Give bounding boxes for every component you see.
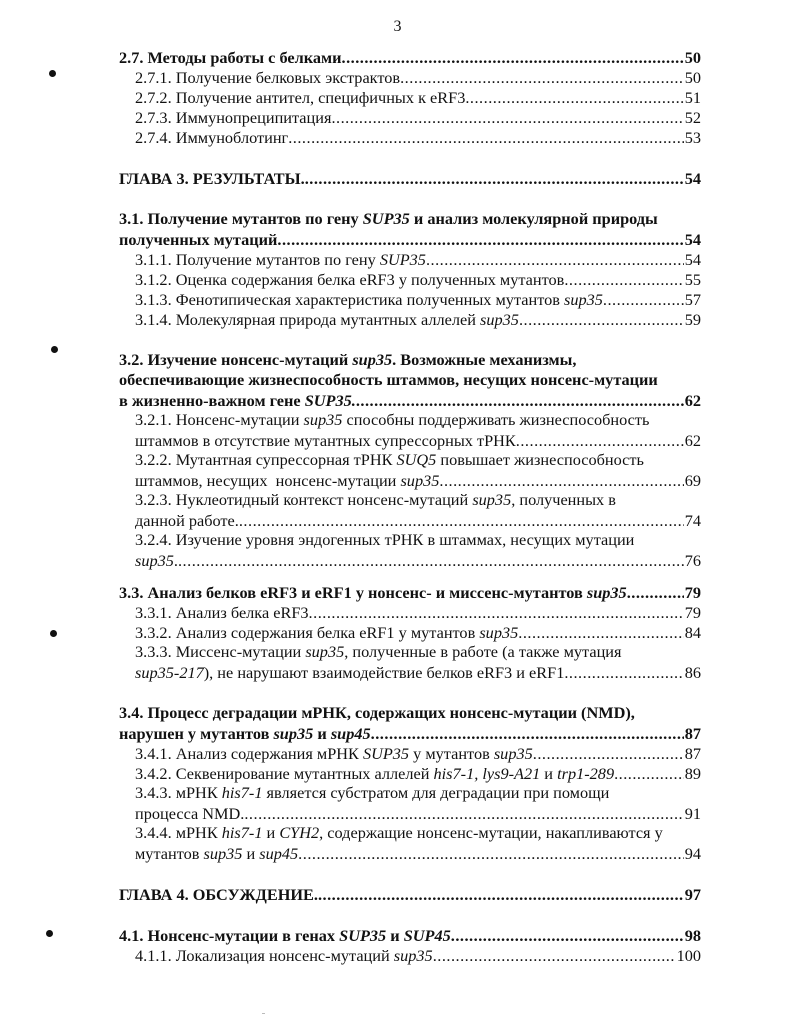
toc-page-number: 54 (684, 169, 701, 188)
toc-entry-title: ГЛАВА 3. РЕЗУЛЬТАТЫ. (119, 169, 305, 188)
toc-entry-title: 3.2.3. Нуклеотидный контекст нонсенс-мутаций sup35, полученных в (135, 490, 616, 509)
toc-entry-3-1-1[interactable] (119, 249, 701, 269)
toc-page-number: 57 (684, 290, 701, 309)
toc-entry-title: 3.3.3. Миссенс-мутации sup35, полученные в работе (а также мутация (135, 642, 622, 661)
toc-entry-title-cont: нарушен у мутантов sup35 и sup45 (119, 724, 371, 743)
binder-hole-mark (49, 70, 56, 77)
toc-chapter-4[interactable] (119, 884, 701, 904)
toc-page-number: 50 (684, 48, 701, 67)
toc-page-number: 54 (684, 230, 701, 249)
toc-entry-title: 3.1.1. Получение мутантов по гену SUP35 (135, 250, 426, 269)
toc-entry-title: 3.2.1. Нонсенс-мутации sup35 способны поддерживать жизнеспособность (135, 410, 650, 429)
toc-entry-title-cont: обеспечивающие жизнеспособность штаммов, несущих нонсенс-мутации (119, 370, 658, 389)
toc-page-number: 100 (676, 946, 701, 965)
toc-entry-3-3-1[interactable] (119, 602, 701, 622)
toc-entry-title-cont: мутантов sup35 и sup45 (135, 844, 299, 863)
toc-entry-3-2-4[interactable] (119, 530, 701, 570)
toc-page-number: 87 (684, 724, 701, 743)
toc-entry-3-4-4[interactable] (119, 823, 701, 863)
toc-entry-title: 3.4.2. Секвенирование мутантных аллелей his7-1, lys9-A21 и trp1-289 (135, 764, 615, 783)
toc-entry-title: 3.3. Анализ белков eRF3 и eRF1 у нонсенс- и миссенс-мутантов sup35 (119, 583, 627, 602)
binder-hole-mark (50, 630, 57, 637)
toc-entry-3-1-3[interactable] (119, 289, 701, 309)
toc-entry-3-2-2[interactable] (119, 450, 701, 490)
toc-page-number: 87 (684, 744, 701, 763)
toc-entry-3-4[interactable] (119, 703, 701, 743)
toc-page-number: 97 (684, 885, 701, 904)
toc-entry-3-2-1[interactable] (119, 410, 701, 450)
toc-entry-title: ГЛАВА 4. ОБСУЖДЕНИЕ. (119, 885, 318, 904)
toc-entry-3-3-2[interactable] (119, 622, 701, 642)
toc-entry-title: 3.2. Изучение нонсенс-мутаций sup35. Возможные механизмы, (119, 350, 577, 369)
toc-entry-title-cont: данной работе. (135, 511, 239, 530)
toc-entry-title: 3.1.4. Молекулярная природа мутантных аллелей sup35 (135, 310, 519, 329)
toc-page-number: 59 (684, 310, 701, 329)
toc-entry-3-1[interactable] (119, 209, 701, 249)
toc-entry-title: 3.2.2. Мутантная супрессорная тРНК SUQ5 повышает жизнеспособность (135, 450, 644, 469)
toc-entry-3-3-3[interactable] (119, 642, 701, 682)
toc-page-number: 76 (684, 551, 701, 570)
toc-entry-title-cont: процесса NMD. (135, 804, 245, 823)
binder-hole-mark (51, 346, 58, 353)
toc-page-number: 91 (684, 804, 701, 823)
toc-entry-title: 3.2.4. Изучение уровня эндогенных тРНК в штаммах, несущих мутации (135, 530, 635, 549)
toc-entry-title: 2.7.4. Иммуноблотинг (135, 128, 289, 147)
toc-entry-title: 2.7.3. Иммунопреципитация (135, 108, 332, 127)
toc-entry-3-2-3[interactable] (119, 490, 701, 530)
toc-entry-title: 3.3.2. Анализ содержания белка eRF1 у мутантов sup35 (135, 623, 519, 642)
toc-entry-title: 2.7. Методы работы с белками (119, 48, 342, 67)
toc-entry-title: 3.4.4. мРНК his7-1 и CYH2, содержащие нонсенс-мутации, накапливаются у (135, 823, 663, 842)
toc-entry-title-cont: sup35-217), не нарушают взаимодействие белков eRF3 и eRF1 (135, 663, 565, 682)
binder-hole-mark (46, 930, 53, 937)
toc-entry-2-7-3[interactable] (119, 107, 701, 127)
toc-page-number: 54 (684, 250, 701, 269)
toc-page-number: 74 (684, 511, 701, 530)
toc-page-number: 62 (684, 431, 701, 450)
toc-entry-title: 3.1.3. Фенотипическая характеристика полученных мутантов sup35 (135, 290, 603, 309)
toc-page-number: 55 (684, 270, 701, 289)
toc-page-number: 89 (684, 764, 701, 783)
toc-page-number: 69 (684, 471, 701, 490)
toc-entry-title-cont: штаммов в отсутствие мутантных супрессорных тРНК (135, 431, 516, 450)
toc-entry-title: 2.7.1. Получение белковых экстрактов (135, 68, 401, 87)
toc-entry-title: 3.1.2. Оценка содержания белка eRF3 у полученных мутантов (135, 270, 565, 289)
table-of-contents (119, 47, 701, 965)
toc-page-number: 98 (684, 926, 701, 945)
toc-entry-title: 4.1. Нонсенс-мутации в генах SUP35 и SUP45 (119, 926, 451, 945)
toc-page-number: 86 (684, 663, 701, 682)
toc-entry-3-1-2[interactable] (119, 269, 701, 289)
toc-page-number: 94 (684, 844, 701, 863)
toc-page-number: 62 (684, 391, 701, 410)
toc-page-number: 50 (684, 68, 701, 87)
toc-entry-2-7-2[interactable] (119, 87, 701, 107)
toc-entry-3-1-4[interactable] (119, 309, 701, 329)
toc-entry-2-7[interactable] (119, 47, 701, 67)
toc-chapter-3[interactable] (119, 168, 701, 188)
toc-page-number: 51 (684, 88, 701, 107)
toc-entry-title: 2.7.2. Получение антител, специфичных к eRF3 (135, 88, 466, 107)
toc-entry-2-7-1[interactable] (119, 67, 701, 87)
toc-entry-title: 3.4.3. мРНК his7-1 является субстратом для деградации при помощи (135, 783, 610, 802)
toc-page-number: 53 (684, 128, 701, 147)
toc-entry-title-cont: sup35. (135, 551, 178, 570)
toc-entry-3-4-3[interactable] (119, 783, 701, 823)
toc-entry-3-3[interactable] (119, 582, 701, 602)
toc-entry-title-cont: штаммов, несущих нонсенс-мутации sup35 (135, 471, 440, 490)
toc-entry-3-4-2[interactable] (119, 763, 701, 783)
toc-entry-title: 4.1.1. Локализация нонсенс-мутаций sup35 (135, 946, 433, 965)
toc-entry-title: 3.4. Процесс деградации мРНК, содержащих нонсенс-мутации (NMD), (119, 703, 635, 722)
toc-entry-3-4-1[interactable] (119, 743, 701, 763)
toc-entry-2-7-4[interactable] (119, 127, 701, 147)
toc-page-number: 84 (684, 623, 701, 642)
toc-entry-4-1[interactable] (119, 925, 701, 945)
toc-page-number: 79 (684, 603, 701, 622)
toc-page-number: 52 (684, 108, 701, 127)
toc-page-number: 79 (684, 583, 701, 602)
scan-speck (262, 1013, 265, 1014)
toc-entry-title: 3.1. Получение мутантов по гену SUP35 и анализ молекулярной природы (119, 209, 658, 228)
toc-entry-title-cont: в жизненно-важном гене SUP35. (119, 391, 356, 410)
toc-entry-title-cont: полученных мутаций (119, 230, 278, 249)
toc-entry-title: 3.4.1. Анализ содержания мРНК SUP35 у мутантов sup35 (135, 744, 533, 763)
toc-entry-title: 3.3.1. Анализ белка eRF3 (135, 603, 309, 622)
page-number: 3 (393, 18, 402, 35)
toc-entry-3-2[interactable] (119, 350, 701, 410)
toc-entry-4-1-1[interactable] (119, 945, 701, 965)
